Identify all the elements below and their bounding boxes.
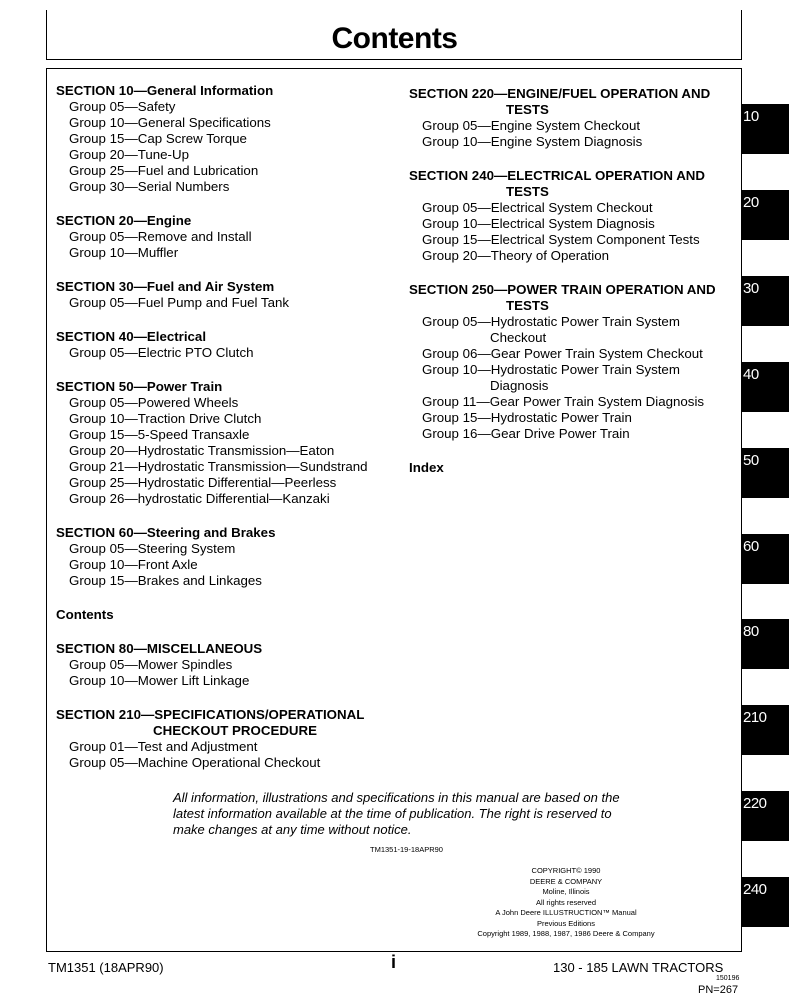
group-item-text: Group 16—Gear Drive Power Train: [422, 426, 630, 441]
section-heading: SECTION 50—Power Train: [56, 379, 223, 394]
group-item-text: Group 05—Engine System Checkout: [422, 118, 641, 133]
group-item: Group 21—Hydrostatic Transmission—Sundstrand: [69, 459, 368, 474]
group-item: Group 10—Traction Drive Clutch: [69, 411, 262, 426]
section-heading: SECTION 10—General Information: [56, 83, 274, 98]
section-tab-40: [741, 362, 789, 412]
group-item: Group 05—Mower Spindles: [69, 657, 233, 672]
footer-page-number: i: [391, 952, 397, 972]
copyright-line: DEERE & COMPANY: [529, 876, 603, 886]
group-item-text: Group 10—Electrical System Diagnosis: [422, 216, 655, 231]
section-heading: Contents: [56, 607, 114, 622]
group-item: Group 20—Tune-Up: [69, 147, 189, 162]
section-heading: SECTION 30—Fuel and Air System: [56, 279, 275, 294]
section-gap: [409, 442, 729, 460]
section-gap: [56, 261, 396, 279]
section-gap: [56, 507, 396, 525]
section-gap: [56, 623, 396, 641]
group-item-text: Group 10—Engine System Diagnosis: [422, 134, 643, 149]
group-item: [409, 394, 729, 410]
section-tabs: [741, 0, 789, 1000]
section-tab-label: 240: [743, 881, 767, 898]
section-heading-cont: TESTS: [506, 102, 549, 117]
group-item: [409, 314, 729, 346]
section-gap: [56, 589, 396, 607]
group-item: Group 20—Hydrostatic Transmission—Eaton: [69, 443, 335, 458]
group-item: [409, 248, 729, 264]
title-rule: [46, 59, 742, 60]
document-code: TM1351-19-18APR90: [370, 845, 443, 854]
section-tab-240: [741, 877, 789, 927]
section-tab-80: [741, 619, 789, 669]
section-tab-label: 50: [743, 452, 759, 469]
copyright-line: Previous Editions: [537, 918, 595, 928]
group-item: Group 05—Electric PTO Clutch: [69, 345, 254, 360]
group-item: Group 10—Muffler: [69, 245, 179, 260]
group-item-text: Group 20—Theory of Operation: [422, 248, 609, 263]
group-item: Group 15—5-Speed Transaxle: [69, 427, 250, 442]
group-item-text: Group 11—Gear Power Train System Diagnosis: [422, 394, 705, 409]
group-item: Group 05—Steering System: [69, 541, 236, 556]
group-item: Group 25—Hydrostatic Differential—Peerless: [69, 475, 337, 490]
section-tab-60: [741, 534, 789, 584]
section-tab-220: [741, 791, 789, 841]
section-gap: [409, 264, 729, 282]
group-item: Group 05—Safety: [69, 99, 176, 114]
section-heading: SECTION 240—ELECTRICAL OPERATION AND: [409, 168, 706, 183]
copyright-line: COPYRIGHT© 1990: [531, 866, 601, 875]
footer-pn: PN=267: [698, 984, 739, 996]
section-heading: SECTION 210—SPECIFICATIONS/OPERATIONAL: [56, 707, 365, 722]
section-gap: [56, 311, 396, 329]
copyright-block: [466, 866, 666, 940]
section-tab-label: 220: [743, 795, 767, 812]
footer-manual-id: TM1351 (18APR90): [48, 960, 164, 975]
group-item: [409, 346, 729, 362]
section-tab-label: 30: [743, 280, 759, 297]
group-item: [409, 232, 729, 248]
section-tab-10: [741, 104, 789, 154]
section-tab-label: 60: [743, 538, 759, 555]
group-item: [409, 426, 729, 442]
group-item: [409, 216, 729, 232]
section-heading: Index: [409, 460, 444, 475]
group-item-text: Group 15—Electrical System Component Tests: [422, 232, 700, 247]
group-item: [409, 200, 729, 216]
group-item-text: Group 05—Electrical System Checkout: [422, 200, 653, 215]
notice-text: All information, illustrations and specifications in this manual are based on the latest information available at the time of publication. The right is reserved to make changes at any time without notice.: [173, 790, 620, 837]
section-heading-cont: TESTS: [506, 184, 549, 199]
page-title: Contents: [331, 22, 458, 55]
group-item: Group 05—Machine Operational Checkout: [69, 755, 321, 770]
group-item: [409, 410, 729, 426]
group-item: Group 10—Front Axle: [69, 557, 198, 572]
section-heading: SECTION 250—POWER TRAIN OPERATION AND: [409, 282, 716, 297]
group-item-text: Group 10—Hydrostatic Power Train System: [422, 362, 680, 377]
section-tab-label: 20: [743, 194, 759, 211]
section-heading: SECTION 220—ENGINE/FUEL OPERATION AND: [409, 86, 711, 101]
group-item: [409, 134, 729, 150]
section-gap: [56, 195, 396, 213]
section-tab-210: [741, 705, 789, 755]
group-item: Group 25—Fuel and Lubrication: [69, 163, 259, 178]
section-gap: [56, 689, 396, 707]
section-heading: SECTION 40—Electrical: [56, 329, 207, 344]
group-item-cont: Diagnosis: [490, 378, 549, 393]
group-item: Group 01—Test and Adjustment: [69, 739, 258, 754]
section-tab-30: [741, 276, 789, 326]
section-tab-label: 210: [743, 709, 767, 726]
group-item-cont: Checkout: [490, 330, 547, 345]
copyright-line: Moline, Illinois: [542, 887, 590, 896]
group-item: Group 05—Powered Wheels: [69, 395, 239, 410]
section-gap: [409, 150, 729, 168]
section-heading: SECTION 60—Steering and Brakes: [56, 525, 276, 540]
copyright-line: A John Deere ILLUSTRUCTION™ Manual: [495, 908, 637, 917]
section-heading: SECTION 80—MISCELLANEOUS: [56, 641, 263, 656]
group-item: [409, 362, 729, 394]
section-heading: SECTION 20—Engine: [56, 213, 192, 228]
group-item: Group 15—Brakes and Linkages: [69, 573, 262, 588]
group-item: Group 10—Mower Lift Linkage: [69, 673, 250, 688]
right-column: [409, 86, 729, 476]
left-column: [56, 83, 396, 771]
section-tab-20: [741, 190, 789, 240]
section-tab-50: [741, 448, 789, 498]
group-item-text: Group 06—Gear Power Train System Checkout: [422, 346, 703, 361]
group-item: Group 10—General Specifications: [69, 115, 271, 130]
section-gap: [56, 361, 396, 379]
footer-product: 130 - 185 LAWN TRACTORS: [553, 960, 724, 975]
group-item-text: Group 15—Hydrostatic Power Train: [422, 410, 632, 425]
copyright-line: Copyright 1989, 1988, 1987, 1986 Deere & Company: [477, 929, 655, 938]
group-item: Group 15—Cap Screw Torque: [69, 131, 247, 146]
group-item: [409, 118, 729, 134]
group-item-text: Group 05—Hydrostatic Power Train System: [422, 314, 680, 329]
group-item: Group 26—hydrostatic Differential—Kanzaki: [69, 491, 330, 506]
group-item: Group 05—Fuel Pump and Fuel Tank: [69, 295, 290, 310]
section-heading-cont: CHECKOUT PROCEDURE: [153, 723, 318, 738]
section-tab-label: 40: [743, 366, 759, 383]
section-heading-cont: TESTS: [506, 298, 549, 313]
section-tab-label: 80: [743, 623, 759, 640]
copyright-line: All rights reserved: [535, 897, 597, 907]
footer-code: 150196: [716, 975, 740, 982]
group-item: Group 30—Serial Numbers: [69, 179, 230, 194]
group-item: Group 05—Remove and Install: [69, 229, 252, 244]
section-tab-label: 10: [743, 108, 759, 125]
